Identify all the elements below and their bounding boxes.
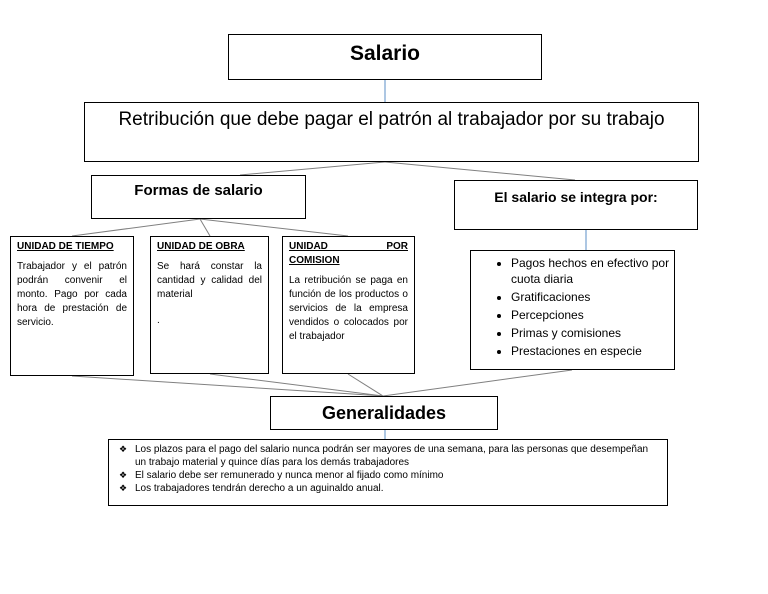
unidad-comision-box (282, 236, 415, 374)
unidad-obra-heading: UNIDAD DE OBRA (157, 241, 245, 252)
list-item (119, 469, 661, 482)
integra-box (454, 180, 698, 230)
list-item: • Gratificaciones (511, 289, 674, 305)
generalidad-text: Los plazos para el pago del salario nunca podrán ser mayores de una semana, para las personas que desempeñan un trabajo material y quince días para los demás trabajadores (135, 444, 649, 468)
list-item: • Primas y comisiones (511, 325, 674, 341)
integra-list (471, 255, 674, 359)
generalidades-box (270, 396, 498, 430)
connector-obra-gen (210, 374, 383, 396)
definition-box (84, 102, 699, 162)
generalidades-list-box (108, 439, 668, 506)
generalidades-list (109, 443, 667, 495)
title-box (228, 34, 542, 80)
diamond-bullet-icon: ❖ (119, 483, 128, 493)
connector-definition-integra (385, 162, 575, 180)
diamond-bullet-icon: ❖ (119, 470, 128, 480)
unidad-comision-heading-line2: COMISION (289, 255, 340, 266)
list-item (119, 482, 661, 495)
connector-definition-formas (240, 162, 385, 175)
unidad-obra-extra: . (157, 315, 160, 326)
diagram-title: Salario (349, 42, 421, 65)
generalidad-text: El salario debe ser remunerado y nunca menor al fijado como mínimo (135, 470, 444, 481)
unidad-comision-heading-line1: UNIDAD POR (289, 241, 408, 252)
unidad-tiempo-heading: UNIDAD DE TIEMPO (17, 241, 114, 252)
connector-formas-tiempo (72, 219, 200, 236)
connector-formas-comision (200, 219, 348, 236)
connector-formas-obra (200, 219, 210, 236)
formas-label: Formas de salario (134, 182, 263, 199)
unidad-comision-text: La retribución se paga en función de los productos o servicios de la empresa vendidos o colocados por el trabajador (289, 275, 408, 342)
diamond-bullet-icon: ❖ (119, 444, 128, 454)
integra-label: El salario se integra por: (494, 189, 658, 205)
unidad-obra-text: Se hará constar la cantidad y calidad del material (157, 261, 262, 300)
definition-text: Retribución que debe pagar el patrón al trabajador por su trabajo (118, 109, 665, 130)
connector-tiempo-gen (72, 376, 383, 396)
list-item (119, 443, 661, 469)
list-item: • Prestaciones en especie (511, 343, 674, 359)
generalidad-text: Los trabajadores tendrán derecho a un aguinaldo anual. (135, 483, 384, 494)
formas-box (91, 175, 306, 219)
unidad-tiempo-text: Trabajador y el patrón podrán convenir el monto. Pago por cada hora de prestación de servicio. (17, 261, 127, 328)
unidad-tiempo-box (10, 236, 134, 376)
generalidades-label: Generalidades (321, 403, 447, 423)
unidad-obra-box (150, 236, 269, 374)
integra-list-box (470, 250, 675, 370)
list-item: • Pagos hechos en efectivo por cuota diaria (511, 255, 674, 287)
list-item: • Percepciones (511, 307, 674, 323)
